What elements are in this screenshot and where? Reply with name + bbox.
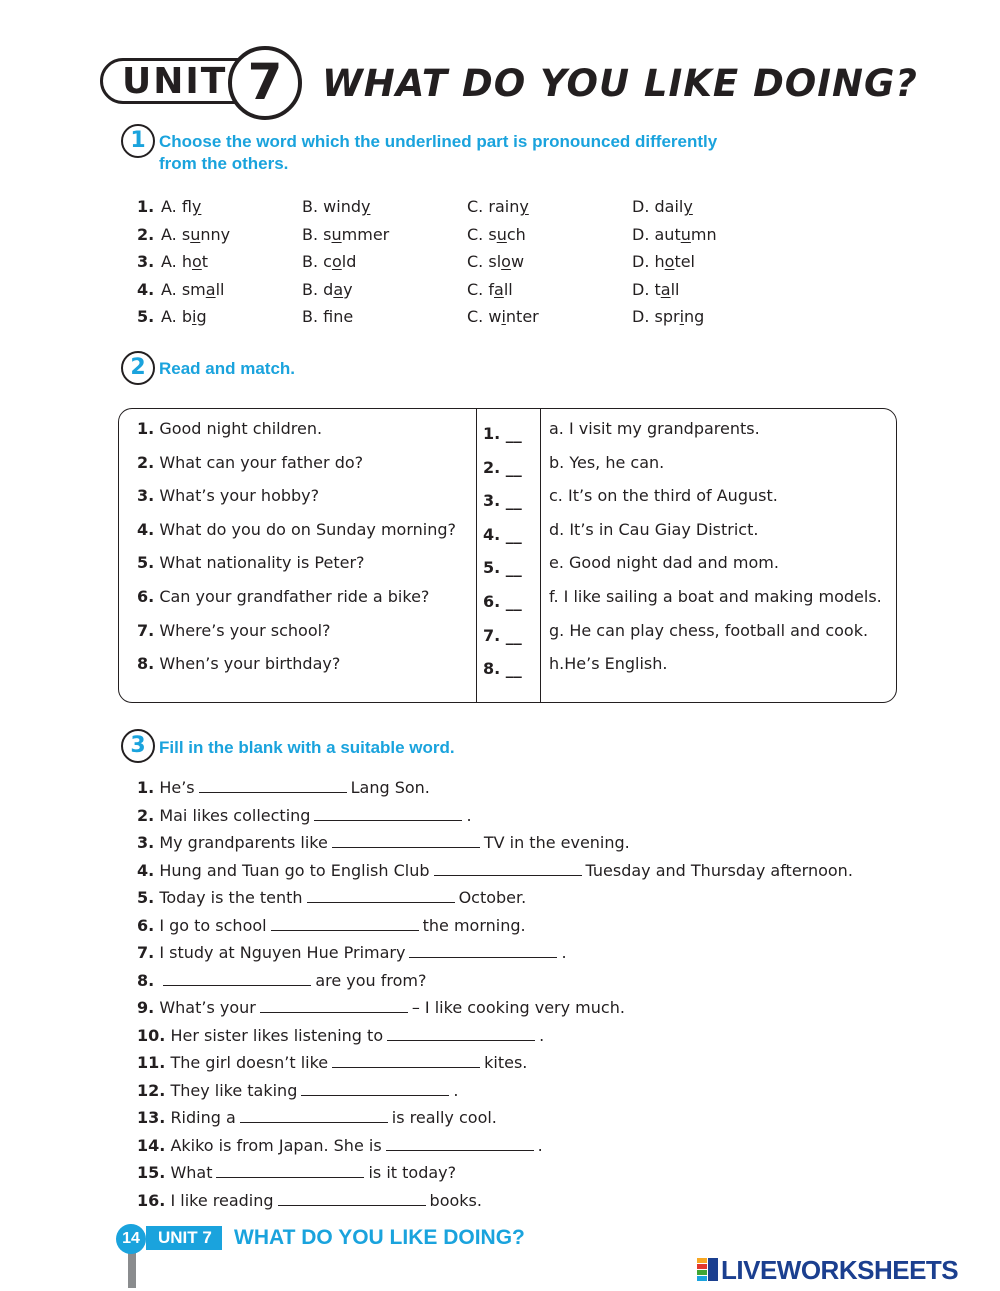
item-text-before: What [170, 1163, 213, 1182]
fill-item [137, 1135, 543, 1157]
question-row [137, 197, 937, 223]
answer-option[interactable] [467, 225, 526, 244]
option-letter: D. [632, 307, 650, 326]
item-number: 8. [137, 970, 155, 990]
item-text-after: . [561, 943, 567, 962]
question-text: What can your father do? [159, 452, 364, 472]
option-letter: B. [302, 224, 319, 244]
word-part: sm [181, 279, 206, 299]
answer-option[interactable] [632, 307, 704, 326]
underlined-part: o [331, 252, 342, 271]
match-answer: h.He’s English. [549, 654, 668, 674]
section-3-title: Fill in the blank with a suitable word. [159, 738, 455, 757]
answer-option[interactable] [302, 197, 370, 216]
blank-input[interactable] [314, 806, 462, 821]
footer-title: WHAT DO YOU LIKE DOING? [234, 1226, 525, 1249]
word-part: ne [333, 307, 354, 326]
section-2-number: 2 [121, 351, 155, 385]
match-divider-left [476, 408, 477, 703]
match-divider-right [540, 408, 541, 703]
word-part: s [323, 224, 332, 244]
answer-option[interactable] [161, 280, 224, 299]
answer-option[interactable] [632, 197, 693, 216]
underlined-part: a [660, 279, 671, 299]
word-part: nny [200, 224, 231, 244]
question-number: 4. [137, 519, 155, 539]
question-number: 1. [137, 419, 155, 438]
word-part: y [343, 279, 353, 299]
item-text-before: The girl doesn’t like [170, 1053, 329, 1072]
item-text-after: are you from? [315, 970, 427, 990]
item-number: 1. [137, 778, 155, 797]
underlined-part: u [331, 224, 342, 244]
question-number: 3. [137, 252, 155, 271]
fill-item [137, 887, 526, 909]
word-part: t [201, 252, 209, 271]
answer-option[interactable] [302, 225, 389, 244]
section-1-title-line2: from the others. [159, 154, 289, 173]
question-text: Can your grandfather ride a bike? [159, 587, 430, 606]
answer-option[interactable] [467, 307, 539, 326]
underlined-part: a [333, 279, 344, 299]
question-number: 3. [137, 486, 155, 506]
question-number: 2. [137, 452, 155, 472]
option-letter: B. [302, 197, 319, 216]
word-part: rain [488, 197, 520, 216]
blank-input[interactable] [386, 1136, 534, 1151]
item-text-before: Mai likes collecting [159, 805, 311, 825]
fill-item [137, 1190, 482, 1212]
fill-item [137, 970, 426, 992]
word-part: tel [674, 252, 695, 271]
question-number: 5. [137, 307, 155, 326]
page-title: WHAT DO YOU LIKE DOING? [322, 62, 918, 105]
word-part: nter [505, 307, 539, 326]
fill-item [137, 1052, 527, 1074]
underlined-part: a [494, 279, 504, 299]
question-number: 7. [137, 620, 155, 640]
option-letter: A. [161, 252, 177, 271]
item-text-after: Tuesday and Thursday afternoon. [585, 860, 853, 880]
question-text: What’s your hobby? [159, 486, 320, 506]
option-letter: B. [302, 307, 319, 326]
match-question [137, 654, 340, 674]
blank-input[interactable] [434, 861, 582, 876]
item-text-before: Hung and Tuan go to English Club [159, 860, 430, 880]
page-number: 14 [116, 1224, 146, 1254]
item-text-after: . [539, 1025, 545, 1045]
match-question [137, 419, 322, 439]
blank-input[interactable] [216, 1163, 364, 1178]
item-text-after: . [537, 1135, 543, 1155]
answer-option[interactable] [302, 280, 353, 299]
match-answer: a. I visit my grandparents. [549, 419, 760, 438]
word-part: fl [181, 197, 192, 216]
item-number: 10. [137, 1025, 166, 1045]
item-number: 16. [137, 1190, 166, 1210]
fill-item [137, 1107, 497, 1129]
answer-option[interactable] [161, 252, 208, 271]
underlined-part: u [496, 224, 507, 244]
word-part: f [323, 307, 334, 326]
fill-item [137, 1080, 458, 1102]
word-part: ld [341, 252, 357, 271]
word-part: ll [670, 279, 680, 299]
option-letter: C. [467, 307, 484, 326]
item-text-before: They like taking [170, 1080, 298, 1100]
word-part: b [181, 307, 192, 326]
answer-slot[interactable]: 1. __ [483, 424, 522, 443]
blank-input[interactable] [332, 1053, 480, 1068]
question-number: 6. [137, 587, 155, 606]
match-question [137, 486, 319, 506]
blank-input[interactable] [409, 943, 557, 958]
word-part: wind [323, 197, 361, 216]
fill-item [137, 915, 526, 937]
word-part: s [181, 224, 191, 244]
match-answer: e. Good night dad and mom. [549, 553, 779, 573]
item-number: 15. [137, 1163, 166, 1182]
answer-slot[interactable]: 2. __ [483, 457, 522, 477]
underlined-part: y [360, 197, 371, 216]
item-text-after: is really cool. [391, 1108, 497, 1127]
item-number: 9. [137, 998, 155, 1017]
blank-input[interactable] [278, 1191, 426, 1206]
question-text: When’s your birthday? [159, 654, 341, 674]
answer-slot[interactable]: 7. __ [483, 625, 522, 645]
item-text-before: I like reading [170, 1190, 274, 1210]
underlined-part: u [680, 224, 691, 244]
underlined-part: i [192, 307, 197, 326]
footer-bar [128, 1252, 136, 1288]
question-number: 2. [137, 224, 155, 244]
item-text-after: Lang Son. [350, 778, 430, 797]
underlined-part: o [664, 252, 675, 271]
fill-item [137, 805, 472, 827]
word-part: w [510, 252, 525, 271]
item-text-after: the morning. [422, 915, 526, 935]
underlined-part: o [191, 252, 202, 271]
option-letter: C. [467, 252, 484, 271]
answer-option[interactable] [632, 252, 695, 271]
question-number: 5. [137, 553, 155, 573]
section-2-title: Read and match. [159, 359, 296, 378]
word-part: f [488, 279, 494, 299]
word-part: h [654, 252, 665, 271]
match-answer: d. It’s in Cau Giay District. [549, 519, 759, 539]
unit-word: UNIT [122, 61, 228, 102]
answer-slot[interactable]: 3. __ [483, 491, 522, 511]
fill-item [137, 1162, 456, 1184]
option-letter: A. [161, 279, 177, 299]
question-text: What do you do on Sunday morning? [159, 519, 456, 539]
item-number: 5. [137, 888, 155, 907]
item-text-after: . [466, 805, 472, 825]
item-number: 6. [137, 915, 155, 935]
word-part: h [181, 252, 192, 271]
blank-input[interactable] [301, 1081, 449, 1096]
answer-option[interactable] [302, 252, 356, 271]
underlined-part: i [679, 307, 685, 326]
item-text-before: Akiko is from Japan. She is [170, 1135, 382, 1155]
answer-slot[interactable]: 5. __ [483, 558, 522, 578]
answer-option[interactable] [632, 280, 679, 299]
match-question [137, 621, 331, 641]
answer-option[interactable] [161, 307, 207, 326]
fill-item [137, 832, 630, 854]
word-part: mn [690, 224, 717, 244]
section-3-number: 3 [121, 729, 155, 763]
question-row [137, 252, 937, 278]
item-text-after: books. [429, 1190, 482, 1210]
underlined-part: i [501, 307, 506, 326]
item-number: 7. [137, 943, 155, 962]
question-row [137, 307, 937, 333]
question-text: Good night children. [159, 419, 323, 438]
item-text-before: What’s your [159, 998, 256, 1017]
word-part: t [654, 279, 661, 299]
unit-number: 7 [228, 46, 302, 120]
item-text-before: Her sister likes listening to [170, 1025, 384, 1045]
underlined-part: y [519, 197, 529, 216]
liveworksheets-logo-text: LIVEWORKSHEETS [721, 1255, 959, 1285]
answer-slot[interactable]: 8. __ [483, 659, 522, 679]
blank-input[interactable] [271, 916, 419, 931]
fill-item [137, 997, 625, 1019]
item-text-before: He’s [159, 778, 195, 797]
item-text-after: October. [458, 888, 527, 907]
item-text-before: I study at Nguyen Hue Primary [159, 943, 406, 962]
option-letter: C. [467, 279, 484, 299]
underlined-part: o [501, 252, 511, 271]
blank-input[interactable] [199, 778, 347, 793]
item-text-after: is it today? [368, 1163, 457, 1182]
match-answer: f. I like sailing a boat and making models. [549, 587, 882, 606]
fill-item [137, 860, 853, 882]
option-letter: B. [302, 279, 319, 299]
liveworksheets-logo-icon [697, 1258, 719, 1282]
word-part: sl [488, 252, 502, 271]
answer-option[interactable] [161, 225, 230, 244]
option-letter: D. [632, 279, 650, 299]
match-question [137, 553, 365, 573]
answer-slot[interactable]: 6. __ [483, 592, 522, 611]
question-row [137, 225, 937, 251]
question-row [137, 280, 937, 306]
blank-input[interactable] [240, 1108, 388, 1123]
section-1-title-line1: Choose the word which the underlined part is pronounced differently [159, 132, 718, 151]
word-part: spr [654, 307, 680, 326]
item-text-before: My grandparents like [159, 833, 328, 852]
underlined-part: y [191, 197, 202, 216]
answer-slot[interactable]: 4. __ [483, 524, 522, 544]
option-letter: A. [161, 224, 177, 244]
option-letter: C. [467, 224, 484, 244]
word-part: d [323, 279, 334, 299]
fill-item [137, 1025, 544, 1047]
word-part: mmer [341, 224, 390, 244]
match-question [137, 453, 363, 473]
option-letter: A. [161, 197, 177, 216]
item-number: 2. [137, 805, 155, 825]
blank-input[interactable] [332, 833, 480, 848]
item-text-before: I go to school [159, 915, 267, 935]
fill-item [137, 777, 430, 799]
fill-item [137, 942, 567, 964]
option-letter: A. [161, 307, 177, 326]
question-number: 8. [137, 654, 155, 674]
blank-input[interactable] [387, 1026, 535, 1041]
option-letter: D. [632, 252, 650, 271]
word-part: ch [506, 224, 526, 244]
option-letter: D. [632, 224, 650, 244]
match-answer: c. It’s on the third of August. [549, 486, 778, 506]
question-text: Where’s your school? [159, 620, 331, 640]
word-part: g [196, 307, 207, 326]
match-answer: b. Yes, he can. [549, 452, 665, 472]
word-part: w [488, 307, 502, 326]
blank-input[interactable] [307, 888, 455, 903]
option-letter: C. [467, 197, 484, 216]
word-part: ll [215, 279, 225, 299]
item-text-after: TV in the evening. [483, 833, 630, 852]
section-1-number: 1 [121, 124, 155, 158]
item-number: 13. [137, 1108, 166, 1127]
word-part: c [323, 252, 332, 271]
word-part: ng [684, 307, 705, 326]
blank-input[interactable] [260, 998, 408, 1013]
option-letter: D. [632, 197, 650, 216]
item-text-before: Riding a [170, 1108, 236, 1127]
item-number: 11. [137, 1053, 166, 1072]
item-number: 12. [137, 1080, 166, 1100]
question-number: 4. [137, 279, 155, 299]
item-number: 4. [137, 860, 155, 880]
answer-option[interactable] [161, 197, 201, 216]
answer-option[interactable] [467, 280, 513, 299]
item-text-after: kites. [484, 1053, 528, 1072]
word-part: ll [503, 279, 513, 299]
option-letter: B. [302, 252, 319, 271]
answer-option[interactable] [302, 307, 353, 326]
underlined-part: u [190, 224, 201, 244]
item-number: 3. [137, 833, 155, 852]
item-text-before: Today is the tenth [159, 888, 303, 907]
item-number: 14. [137, 1135, 166, 1155]
answer-option[interactable] [467, 197, 529, 216]
footer-unit-label: UNIT 7 [146, 1226, 222, 1250]
blank-input[interactable] [163, 971, 311, 986]
underlined-part: a [205, 279, 216, 299]
underlined-part: y [683, 197, 693, 216]
item-text-after: . [453, 1080, 459, 1100]
question-number: 1. [137, 197, 155, 216]
word-part: s [488, 224, 497, 244]
word-part: aut [654, 224, 681, 244]
answer-option[interactable] [632, 225, 717, 244]
word-part: dail [654, 197, 684, 216]
match-question [137, 587, 429, 607]
match-answer: g. He can play chess, football and cook. [549, 620, 869, 640]
item-text-after: – I like cooking very much. [411, 998, 625, 1017]
match-question [137, 520, 456, 540]
question-text: What nationality is Peter? [159, 553, 365, 573]
answer-option[interactable] [467, 252, 524, 271]
